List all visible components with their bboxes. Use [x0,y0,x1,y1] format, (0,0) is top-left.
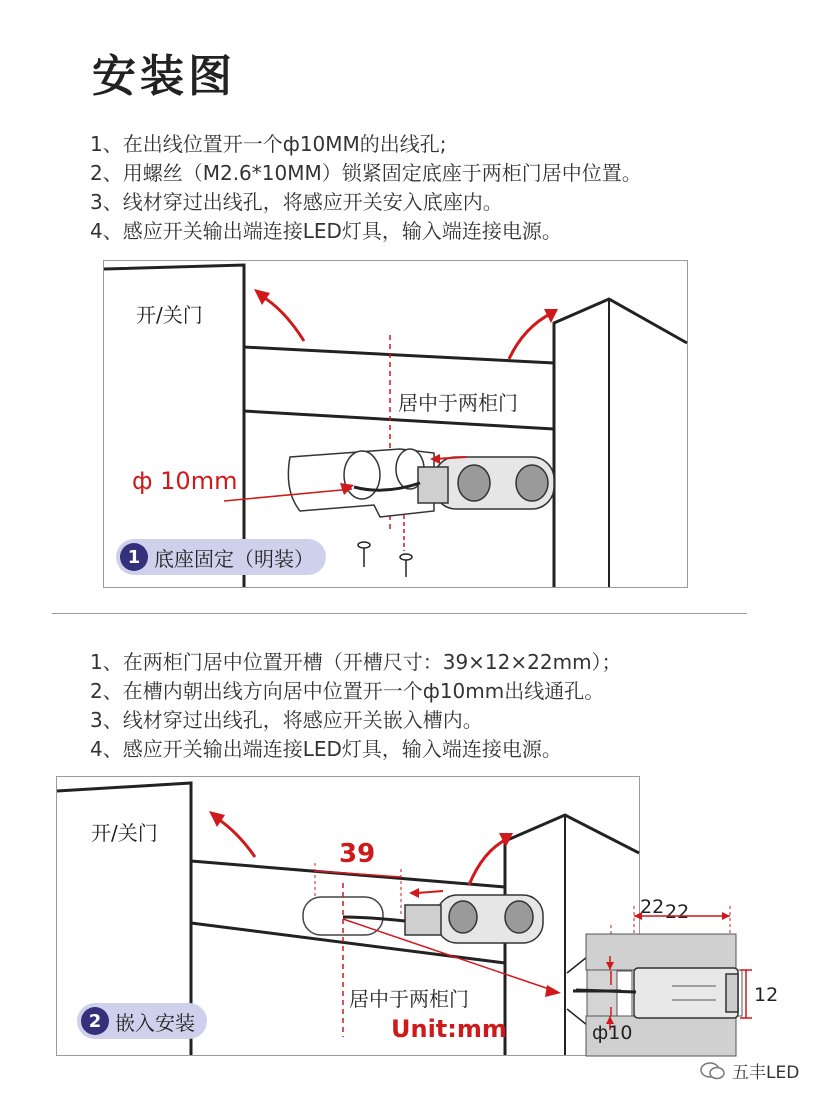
install-steps-surface [90,130,642,246]
step-item: 3、线材穿过出线孔，将感应开关安入底座内。 [90,190,503,214]
open-close-label: 开/关门 [91,821,158,845]
center-label: 居中于两柜门 [349,987,469,1011]
step-badge [77,1003,207,1039]
step-item: 2、在槽内朝出线方向居中位置开一个ф10mm出线通孔。 [90,679,605,703]
step-item: 2、用螺丝（M2.6*10MM）锁紧固定底座于两柜门居中位置。 [90,161,642,185]
watermark-text: 五丰LED [732,1063,800,1083]
badge-text: 嵌入安装 [115,1010,195,1035]
section-divider [52,613,747,614]
step-item: 3、线材穿过出线孔，将感应开关嵌入槽内。 [90,708,483,732]
page-title: 安装图 [92,51,236,102]
open-close-label: 开/关门 [136,303,203,327]
slot-width-label: 39 [339,839,376,869]
hole-diameter-label: ф 10mm [132,467,238,495]
step-item: 1、在出线位置开一个ф10MM的出线孔; [90,132,447,156]
center-label: 居中于两柜门 [398,391,518,415]
slot-depth-label: 22 [665,901,690,923]
unit-label: Unit:mm [391,1015,507,1043]
badge-number: 2 [81,1007,109,1035]
watermark [700,1058,799,1083]
step-item: 1、在两柜门居中位置开槽（开槽尺寸：39×12×22mm）； [90,650,622,674]
step-item: 4、感应开关输出端连接LED灯具，输入端连接电源。 [90,219,562,243]
badge-number: 1 [120,543,148,571]
detail-depth-label: 22 [640,896,665,918]
install-steps-embedded [90,648,622,764]
surface-mount-figure [103,260,688,588]
detail-height-label: 12 [754,984,779,1006]
badge-text: 底座固定（明装） [154,546,314,571]
step-badge [116,539,326,575]
step-item: 4、感应开关输出端连接LED灯具，输入端连接电源。 [90,737,562,761]
embedded-mount-figure [56,776,690,1056]
detail-hole-label: ф10 [592,1022,633,1044]
wechat-icon [700,1061,726,1081]
